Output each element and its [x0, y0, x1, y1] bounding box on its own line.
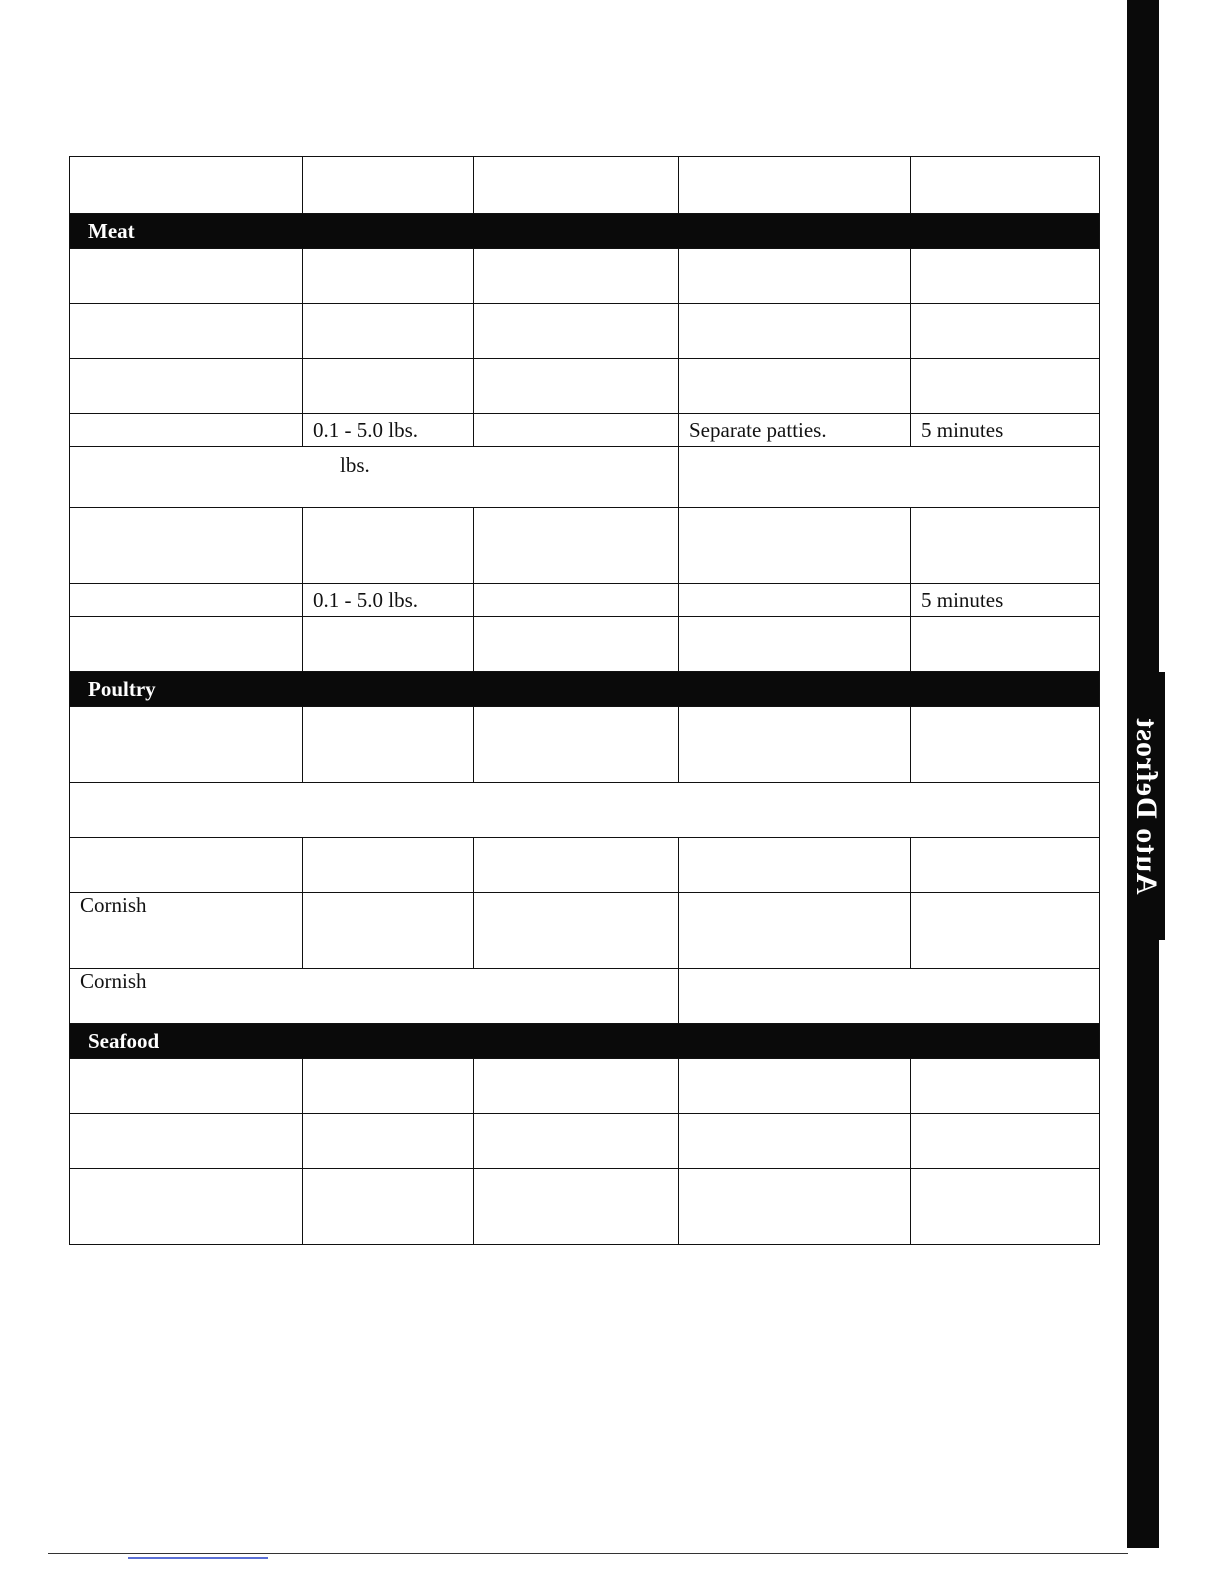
table-row: [70, 304, 1100, 359]
auto-defrost-table: [69, 156, 1100, 1245]
table-cell: [70, 249, 303, 304]
table-cell: [911, 707, 1100, 783]
table-cell: [303, 249, 474, 304]
table-cell: [474, 1114, 679, 1169]
section-title-poultry: Poultry: [70, 672, 1100, 707]
table-cell: [911, 1169, 1100, 1245]
table-cell: [911, 304, 1100, 359]
table-row-patties: [70, 414, 1100, 447]
table-row-cornish-2: [70, 969, 1100, 1024]
table-cell: [474, 1169, 679, 1245]
table-cell: [911, 359, 1100, 414]
section-row-poultry: [70, 672, 1100, 707]
table-cell: [70, 508, 303, 584]
table-cell: [911, 893, 1100, 969]
header-cell: [303, 157, 474, 214]
section-title-seafood: Seafood: [70, 1024, 1100, 1059]
table-cell: [303, 359, 474, 414]
table-cell: [70, 707, 303, 783]
table-cell: [474, 359, 679, 414]
table-cell: [70, 617, 303, 672]
merged-cell: [679, 969, 1100, 1024]
table-cell: [70, 1059, 303, 1114]
header-cell: [679, 157, 911, 214]
table-cell: [679, 838, 911, 893]
header-cell: [70, 157, 303, 214]
table-cell: [303, 1114, 474, 1169]
table-cell: [474, 893, 679, 969]
table-cell: [70, 838, 303, 893]
table-row: [70, 359, 1100, 414]
table-row-merged: [70, 783, 1100, 838]
table-cell: [70, 414, 303, 447]
table-cell: [303, 304, 474, 359]
table-cell: [474, 508, 679, 584]
table-cell: [70, 304, 303, 359]
table-cell: [679, 508, 911, 584]
table-row: [70, 508, 1100, 584]
table-row: [70, 249, 1100, 304]
footer-link-underline: [128, 1557, 268, 1559]
table-cell: [474, 617, 679, 672]
table-cell: [911, 617, 1100, 672]
prep-cell: Separate patties.: [679, 414, 911, 447]
table-cell: [911, 249, 1100, 304]
table-cell: [679, 1059, 911, 1114]
table-cell: [474, 707, 679, 783]
table-row: [70, 1169, 1100, 1245]
table-cell: [303, 707, 474, 783]
footer-rule: [48, 1553, 1128, 1554]
table-header-row: [70, 157, 1100, 214]
merged-cell: [679, 447, 1100, 508]
table-row: [70, 838, 1100, 893]
table-row: [70, 1114, 1100, 1169]
table-cell: [303, 893, 474, 969]
table-cell: [70, 1114, 303, 1169]
table-cell: [679, 617, 911, 672]
table-cell: [679, 707, 911, 783]
table-cell: [679, 893, 911, 969]
table-cell: [679, 304, 911, 359]
table-cell: [474, 249, 679, 304]
table-cell: [474, 838, 679, 893]
table-cell: [70, 1169, 303, 1245]
header-cell: [911, 157, 1100, 214]
section-title-meat: Meat: [70, 214, 1100, 249]
table-cell: [474, 414, 679, 447]
weight-cell: 0.1 - 5.0 lbs.: [303, 584, 474, 617]
table-cell: [679, 584, 911, 617]
food-cell-cornish: Cornish: [70, 893, 303, 969]
table-cell: [303, 508, 474, 584]
side-tab-text: Auto Defrost: [1130, 717, 1163, 895]
stand-time-cell: 5 minutes: [911, 414, 1100, 447]
header-cell: [474, 157, 679, 214]
table-row: [70, 617, 1100, 672]
table-cell: [679, 1169, 911, 1245]
food-cell-cornish: Cornish: [70, 969, 679, 1024]
table-cell: [303, 617, 474, 672]
table-cell: [911, 1114, 1100, 1169]
table-cell: [911, 838, 1100, 893]
table-cell: [911, 508, 1100, 584]
table-cell: [474, 584, 679, 617]
table-row-second-weight: [70, 584, 1100, 617]
stand-time-cell: 5 minutes: [911, 584, 1100, 617]
table-cell: [70, 359, 303, 414]
merged-cell-lbs: lbs.: [70, 447, 679, 508]
side-tab-label: [1127, 672, 1165, 940]
table-row-lbs: [70, 447, 1100, 508]
table-cell: [303, 838, 474, 893]
table-cell: [679, 249, 911, 304]
table-row: [70, 1059, 1100, 1114]
merged-cell: [70, 783, 1100, 838]
table-row: [70, 707, 1100, 783]
table-row-cornish: [70, 893, 1100, 969]
weight-cell: 0.1 - 5.0 lbs.: [303, 414, 474, 447]
table-cell: [679, 1114, 911, 1169]
section-row-seafood: [70, 1024, 1100, 1059]
table-cell: [679, 359, 911, 414]
table-cell: [303, 1059, 474, 1114]
table-cell: [474, 304, 679, 359]
table-cell: [303, 1169, 474, 1245]
table-cell: [911, 1059, 1100, 1114]
table-cell: [70, 584, 303, 617]
table-cell: [474, 1059, 679, 1114]
section-row-meat: [70, 214, 1100, 249]
